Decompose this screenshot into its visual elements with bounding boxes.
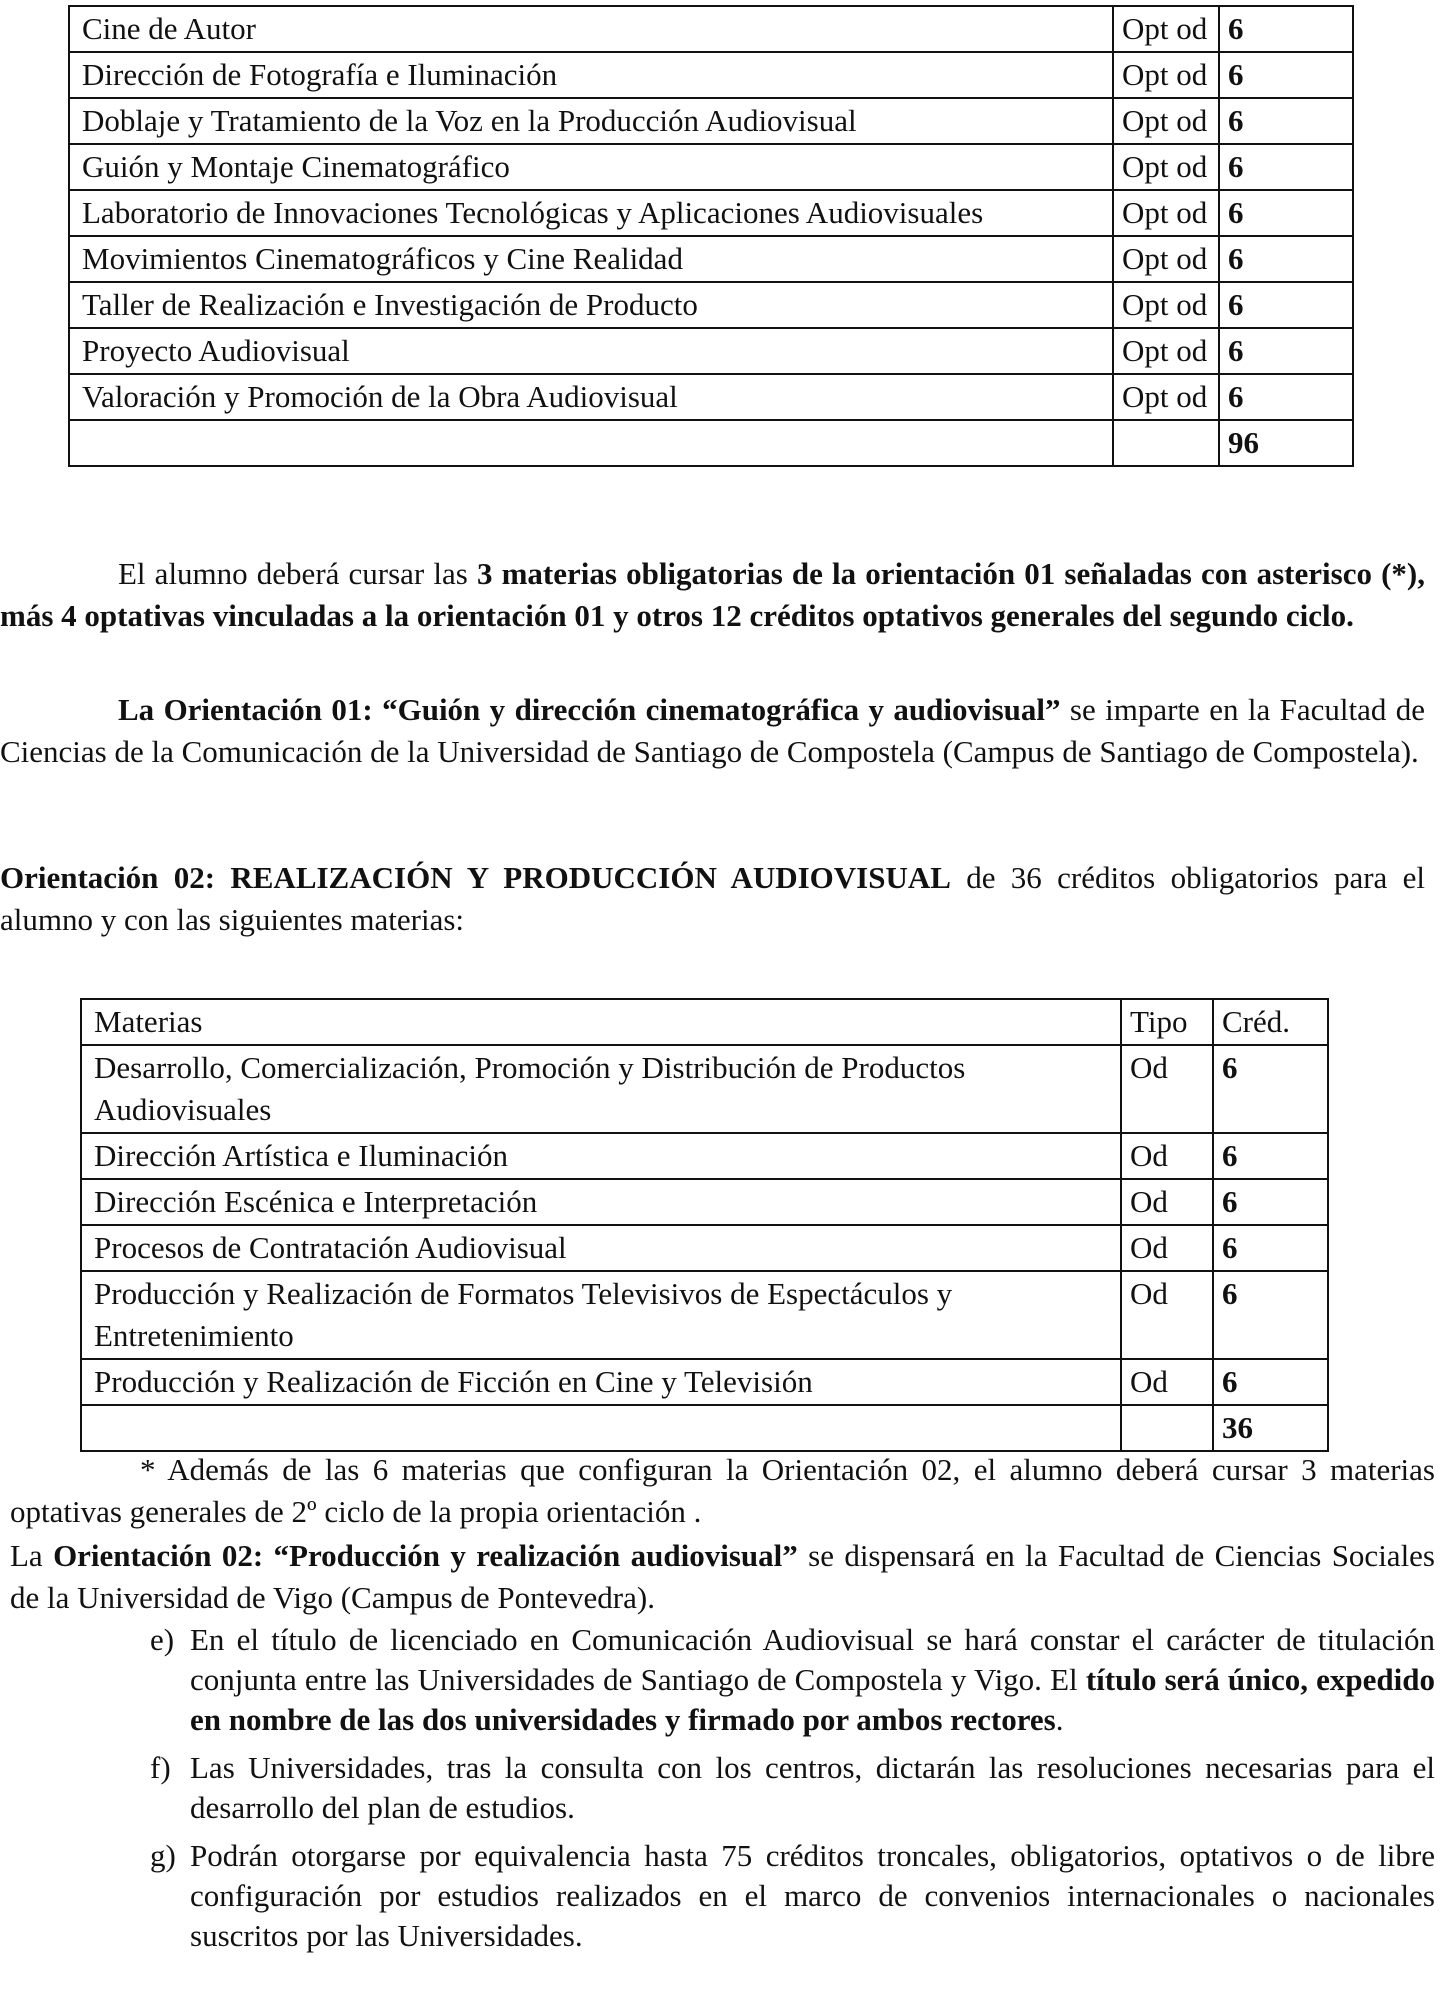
credits-cell: 6 <box>1219 52 1353 98</box>
tipo-cell: Opt od <box>1113 98 1219 144</box>
lettered-provisions-list <box>150 1620 1435 1964</box>
tipo-cell: Opt od <box>1113 328 1219 374</box>
credits-cell: 6 <box>1213 1133 1328 1179</box>
table-row <box>69 52 1353 98</box>
optional-subjects-table <box>68 5 1354 467</box>
text-run: de 36 créditos obligatorios para el alumno y con las siguientes materias: <box>0 860 1425 937</box>
tipo-cell: Od <box>1121 1179 1213 1225</box>
bold-run: Orientación 02: “Producción y realización audiovisual” <box>53 1538 798 1573</box>
credits-total-cell: 96 <box>1219 420 1353 466</box>
text-run: se imparte en la Facultad de Ciencias de la Comunicación de la Universidad de Santiago de Compostela (Campus de Santiago de Compostela). <box>0 692 1425 769</box>
materia-cell: Cine de Autor <box>69 6 1113 52</box>
credits-cell: 6 <box>1213 1359 1328 1405</box>
materia-cell: Desarrollo, Comercialización, Promoción y Distribución de Productos Audiovisuales <box>81 1045 1121 1133</box>
credits-cell: 6 <box>1213 1271 1328 1359</box>
materia-cell: Laboratorio de Innovaciones Tecnológicas y Aplicaciones Audiovisuales <box>69 190 1113 236</box>
credits-cell: 6 <box>1219 282 1353 328</box>
header-materias: Materias <box>81 999 1121 1045</box>
orientation-02-note <box>10 1449 1435 1533</box>
materia-cell: Proyecto Audiovisual <box>69 328 1113 374</box>
credits-cell: 6 <box>1219 98 1353 144</box>
tipo-cell: Od <box>1121 1225 1213 1271</box>
tipo-cell: Opt od <box>1113 236 1219 282</box>
tipo-cell: Od <box>1121 1271 1213 1359</box>
bold-run: 3 materias obligatorias de la orientación 01 señaladas con asterisco (*), más 4 optativas vinculadas a la orientación 01 y otros 12 créditos optativos generales del segundo ciclo. <box>0 556 1425 633</box>
credits-cell: 6 <box>1213 1225 1328 1271</box>
header-tipo: Tipo <box>1121 999 1213 1045</box>
orientation-02-location <box>10 1535 1435 1619</box>
optional-subjects-body <box>69 6 1353 466</box>
table-row <box>69 328 1353 374</box>
bold-run: Orientación 02: REALIZACIÓN Y PRODUCCIÓN AUDIOVISUAL <box>0 860 951 895</box>
table-row <box>69 374 1353 420</box>
list-item <box>150 1836 1435 1956</box>
tipo-cell: Od <box>1121 1133 1213 1179</box>
credits-cell: 6 <box>1213 1179 1328 1225</box>
credits-total-cell: 36 <box>1213 1405 1328 1451</box>
tipo-cell: Opt od <box>1113 52 1219 98</box>
list-marker: g) <box>150 1838 176 1873</box>
materia-cell: Dirección Escénica e Interpretación <box>81 1179 1121 1225</box>
materia-cell: Guión y Montaje Cinematográfico <box>69 144 1113 190</box>
credits-cell: 6 <box>1219 374 1353 420</box>
table-row <box>69 6 1353 52</box>
list-item <box>150 1620 1435 1740</box>
credits-cell: 6 <box>1219 6 1353 52</box>
text-run: Podrán otorgarse por equivalencia hasta 75 créditos troncales, obligatorios, optativos o de libre configuración por estudios realizados en el marco de convenios internacionales o nacionales suscritos por las Universidades. <box>190 1838 1435 1953</box>
header-cred: Créd. <box>1213 999 1328 1045</box>
text-run: . <box>1055 1702 1064 1737</box>
list-item <box>150 1748 1435 1828</box>
table-row <box>81 1045 1328 1133</box>
credits-cell: 6 <box>1219 328 1353 374</box>
table-row <box>81 1225 1328 1271</box>
orientation-01-requirements <box>0 553 1425 637</box>
materia-cell <box>81 1405 1121 1451</box>
tipo-cell: Opt od <box>1113 374 1219 420</box>
tipo-cell: Opt od <box>1113 144 1219 190</box>
table-row <box>69 236 1353 282</box>
table-row <box>69 190 1353 236</box>
materia-cell: Producción y Realización de Ficción en Cine y Televisión <box>81 1359 1121 1405</box>
materia-cell: Valoración y Promoción de la Obra Audiovisual <box>69 374 1113 420</box>
materia-cell <box>69 420 1113 466</box>
text-run: se dispensará en la Facultad de Ciencias Sociales de la Universidad de Vigo (Campus de Pontevedra). <box>10 1538 1435 1615</box>
table-row <box>81 1133 1328 1179</box>
credits-cell: 6 <box>1213 1045 1328 1133</box>
materia-cell: Dirección Artística e Iluminación <box>81 1133 1121 1179</box>
text-run: * Además de las 6 materias que configuran la Orientación 02, el alumno deberá cursar 3 materias optativas generales de 2º ciclo de la propia orientación . <box>10 1452 1435 1529</box>
tipo-cell: Od <box>1121 1359 1213 1405</box>
orientation-01-location <box>0 689 1425 773</box>
text-run: El alumno deberá cursar las <box>118 556 477 591</box>
list-marker: f) <box>150 1750 171 1785</box>
orientation-02-heading <box>0 857 1425 941</box>
materia-cell: Movimientos Cinematográficos y Cine Realidad <box>69 236 1113 282</box>
table-row <box>81 1179 1328 1225</box>
table-total-row <box>81 1405 1328 1451</box>
table-header-row <box>81 999 1328 1045</box>
tipo-cell <box>1113 420 1219 466</box>
materia-cell: Doblaje y Tratamiento de la Voz en la Producción Audiovisual <box>69 98 1113 144</box>
table-row <box>69 98 1353 144</box>
bold-run: título será único, expedido en nombre de las dos universidades y firmado por ambos rectores <box>190 1662 1435 1737</box>
materia-cell: Procesos de Contratación Audiovisual <box>81 1225 1121 1271</box>
tipo-cell: Opt od <box>1113 190 1219 236</box>
table-row <box>81 1271 1328 1359</box>
credits-cell: 6 <box>1219 236 1353 282</box>
tipo-cell: Opt od <box>1113 6 1219 52</box>
tipo-cell <box>1121 1405 1213 1451</box>
table-row <box>81 1359 1328 1405</box>
credits-cell: 6 <box>1219 144 1353 190</box>
materia-cell: Dirección de Fotografía e Iluminación <box>69 52 1113 98</box>
orientation-02-subjects-body <box>81 999 1328 1451</box>
text-run: La <box>10 1538 54 1573</box>
text-run: Las Universidades, tras la consulta con los centros, dictarán las resoluciones necesarias para el desarrollo del plan de estudios. <box>190 1750 1435 1825</box>
table-total-row <box>69 420 1353 466</box>
tipo-cell: Opt od <box>1113 282 1219 328</box>
orientation-02-subjects-table <box>80 998 1329 1452</box>
materia-cell: Producción y Realización de Formatos Televisivos de Espectáculos y Entretenimiento <box>81 1271 1121 1359</box>
materia-cell: Taller de Realización e Investigación de Producto <box>69 282 1113 328</box>
list-marker: e) <box>150 1622 175 1657</box>
credits-cell: 6 <box>1219 190 1353 236</box>
bold-run: La Orientación 01: “Guión y dirección cinematográfica y audiovisual” <box>118 692 1061 727</box>
text-run: En el título de licenciado en Comunicación Audiovisual se hará constar el carácter de titulación conjunta entre las Universidades de Santiago de Compostela y Vigo. El <box>190 1622 1435 1697</box>
tipo-cell: Od <box>1121 1045 1213 1133</box>
table-row <box>69 144 1353 190</box>
table-row <box>69 282 1353 328</box>
